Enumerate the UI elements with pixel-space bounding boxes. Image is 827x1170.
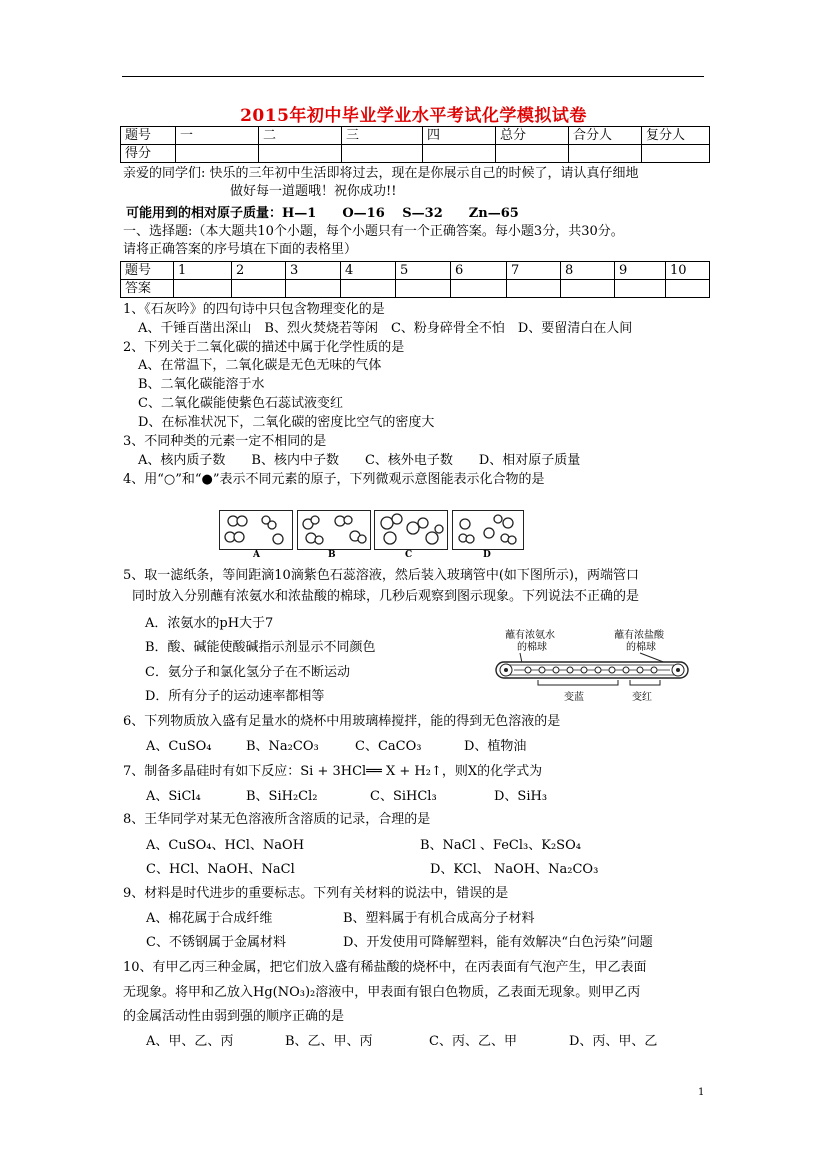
q6-option-b: B、Na₂CO₃ [246,739,319,754]
q7-option-b: B、SiH₂Cl₂ [246,789,318,804]
score-cell[interactable] [642,145,710,163]
score-header-cell: 一 [176,127,259,145]
answer-cell[interactable] [341,280,396,298]
q10-stem-2: 无现象。将甲和乙放入Hg(NO₃)₂溶液中，甲表面有银白色物质，乙表面无现象。则甲乙丙 [123,985,641,1000]
answer-number: 4 [341,262,396,280]
q5-stem-1: 5、取一滤纸条，等间距滴10滴紫色石蕊溶液，然后装入玻璃管中(如下图所示)，两端管口 [123,568,639,583]
score-table-row [121,145,710,163]
q2-option-a: A、在常温下，二氧化碳是无色无味的气体 [138,358,382,373]
q9-stem: 9、材料是时代进步的重要标志。下列有关材料的说法中，错误的是 [123,886,509,901]
score-header-cell: 二 [259,127,342,145]
q5-fig-ammonia-label [505,630,555,654]
q5-fig-blue-label: 变蓝 [564,692,584,703]
molecule-diagram-b [298,511,370,549]
q1-options: A、千锤百凿出深山 B、烈火焚烧若等闲 C、粉身碎骨全不怕 D、要留清白在人间 [138,321,633,336]
answer-number: 2 [232,262,286,280]
q4-stem: 4、用“○”和“●”表示不同元素的原子，下列微观示意图能表示化合物的是 [123,472,545,487]
answer-row-label: 题号 [121,262,174,280]
q9-option-d: D、开发使用可降解塑料，能有效解决“白色污染”问题 [343,935,653,950]
q6-option-d: D、植物油 [464,739,527,754]
answer-cell[interactable] [666,280,710,298]
answer-table-number-row [121,262,710,280]
answer-number: 6 [451,262,507,280]
answer-number: 8 [561,262,615,280]
q8-stem: 8、王华同学对某无色溶液所含溶质的记录，合理的是 [123,812,431,827]
q1-stem: 1、《石灰吟》的四句诗中只包含物理变化的是 [123,302,385,317]
answer-table [120,261,710,298]
q8-option-c: C、HCl、NaOH、NaCl [146,862,295,877]
section1-line-1: 一、选择题:（本大题共10个小题，每个小题只有一个正确答案。每小题3分，共30分。 [123,224,624,239]
score-header-cell: 合分人 [569,127,642,145]
q7-option-d: D、SiH₃ [494,789,548,804]
q10-option-d: D、丙、甲、乙 [569,1034,658,1049]
q4-box-d [452,510,524,550]
answer-table-answer-row [121,280,710,298]
q3-stem: 3、不同种类的元素一定不相同的是 [123,434,327,449]
intro-line-2: 做好每一道题哦！祝你成功!! [230,184,397,199]
score-cell[interactable] [423,145,496,163]
q5-option-b: B．酸、碱能使酸碱指示剂显示不同颜色 [145,640,376,655]
answer-number: 9 [615,262,666,280]
q3-options: A、核内质子数 B、核内中子数 C、核外电子数 D、相对原子质量 [138,453,581,468]
q4-box-c [374,510,448,550]
answer-cell[interactable] [232,280,286,298]
q5-fig-hcl-bottom: 的棉球 [626,642,656,653]
q5-fig-hcl-top: 蘸有浓盐酸 [614,630,664,641]
answer-number: 1 [174,262,232,280]
q5-stem-2: 同时放入分别蘸有浓氨水和浓盐酸的棉球，几秒后观察到图示现象。下列说法不正确的是 [132,589,640,604]
q4-box-a [219,510,293,550]
q4-label-a: A [253,550,260,560]
q9-option-b: B、塑料属于有机合成高分子材料 [343,911,535,926]
q10-stem-1: 10、有甲乙丙三种金属，把它们放入盛有稀盐酸的烧杯中，在丙表面有气泡产生，甲乙表面 [123,960,647,975]
q4-box-b [297,510,371,550]
header-rule [122,76,704,77]
q5-fig-red-label: 变红 [632,692,652,703]
glass-tube-diagram [490,652,700,692]
molecule-diagram-c [375,511,447,549]
q8-option-a: A、CuSO₄、HCl、NaOH [146,838,305,853]
intro-line-1: 亲爱的同学们: 快乐的三年初中生活即将过去，现在是你展示自己的时候了，请认真仔细地 [123,166,639,181]
answer-cell[interactable] [451,280,507,298]
q10-option-a: A、甲、乙、丙 [146,1034,234,1049]
q5-fig-ammonia-top: 蘸有浓氨水 [505,630,555,641]
answer-number: 10 [666,262,710,280]
q2-option-c: C、二氧化碳能使紫色石蕊试液变红 [138,396,343,411]
q2-option-d: D、在标准状况下，二氧化碳的密度比空气的密度大 [138,415,435,430]
q4-label-c: C [405,550,413,560]
q9-option-a: A、棉花属于合成纤维 [146,911,273,926]
score-row-label: 得分 [121,145,176,163]
q7-option-a: A、SiCl₄ [146,789,201,804]
answer-cell[interactable] [561,280,615,298]
page-number: 1 [698,1087,705,1098]
score-cell[interactable] [342,145,423,163]
q7-stem: 7、制备多晶硅时有如下反应：Si + 3HCl══ X + H₂↑，则X的化学式为 [123,764,543,779]
q5-option-a: A．浓氨水的pH大于7 [145,616,274,631]
q5-fig-hcl-label [614,630,664,654]
q8-option-b: B、NaCl 、FeCl₃、K₂SO₄ [420,838,581,853]
score-header-cell: 题号 [121,127,176,145]
page-title: 2015年初中毕业学业水平考试化学模拟试卷 [240,106,587,126]
molecule-diagram-a [220,511,292,549]
q10-option-b: B、乙、甲、丙 [285,1034,373,1049]
answer-cell[interactable] [286,280,341,298]
score-cell[interactable] [569,145,642,163]
score-header-cell: 三 [342,127,423,145]
q4-label-d: D [483,550,491,560]
score-header-cell: 总分 [496,127,569,145]
molecule-diagram-d [453,511,523,549]
score-header-cell: 复分人 [642,127,710,145]
q2-option-b: B、二氧化碳能溶于水 [138,377,265,392]
atomic-mass-line: 可能用到的相对原子质量：H—1 O—16 S—32 Zn—65 [126,206,519,221]
score-cell[interactable] [176,145,259,163]
q8-option-d: D、KCl、 NaOH、Na₂CO₃ [430,862,599,877]
q2-stem: 2、下列关于二氧化碳的描述中属于化学性质的是 [123,340,405,355]
q4-label-b: B [328,550,336,560]
q5-option-c: C．氨分子和氯化氢分子在不断运动 [145,665,350,680]
q9-option-c: C、不锈钢属于金属材料 [146,935,286,950]
answer-number: 5 [396,262,451,280]
answer-cell[interactable] [396,280,451,298]
q7-option-c: C、SiHCl₃ [370,789,437,804]
section1-line-2: 请将正确答案的序号填在下面的表格里） [123,242,358,257]
q6-option-a: A、CuSO₄ [146,739,212,754]
answer-number: 3 [286,262,341,280]
q6-option-c: C、CaCO₃ [355,739,422,754]
q6-stem: 6、下列物质放入盛有足量水的烧杯中用玻璃棒搅拌，能的得到无色溶液的是 [123,714,561,729]
score-cell[interactable] [496,145,569,163]
q10-option-c: C、丙、乙、甲 [429,1034,517,1049]
q5-fig-ammonia-bottom: 的棉球 [517,642,547,653]
q5-option-d: D．所有分子的运动速率都相等 [145,689,325,704]
score-table [120,126,710,163]
score-header-cell: 四 [423,127,496,145]
answer-cell[interactable] [507,280,561,298]
answer-number: 7 [507,262,561,280]
answer-cell[interactable] [615,280,666,298]
score-table-header-row [121,127,710,145]
answer-row-label: 答案 [121,280,174,298]
q10-stem-3: 的金属活动性由弱到强的顺序正确的是 [123,1009,345,1024]
answer-cell[interactable] [174,280,232,298]
score-cell[interactable] [259,145,342,163]
